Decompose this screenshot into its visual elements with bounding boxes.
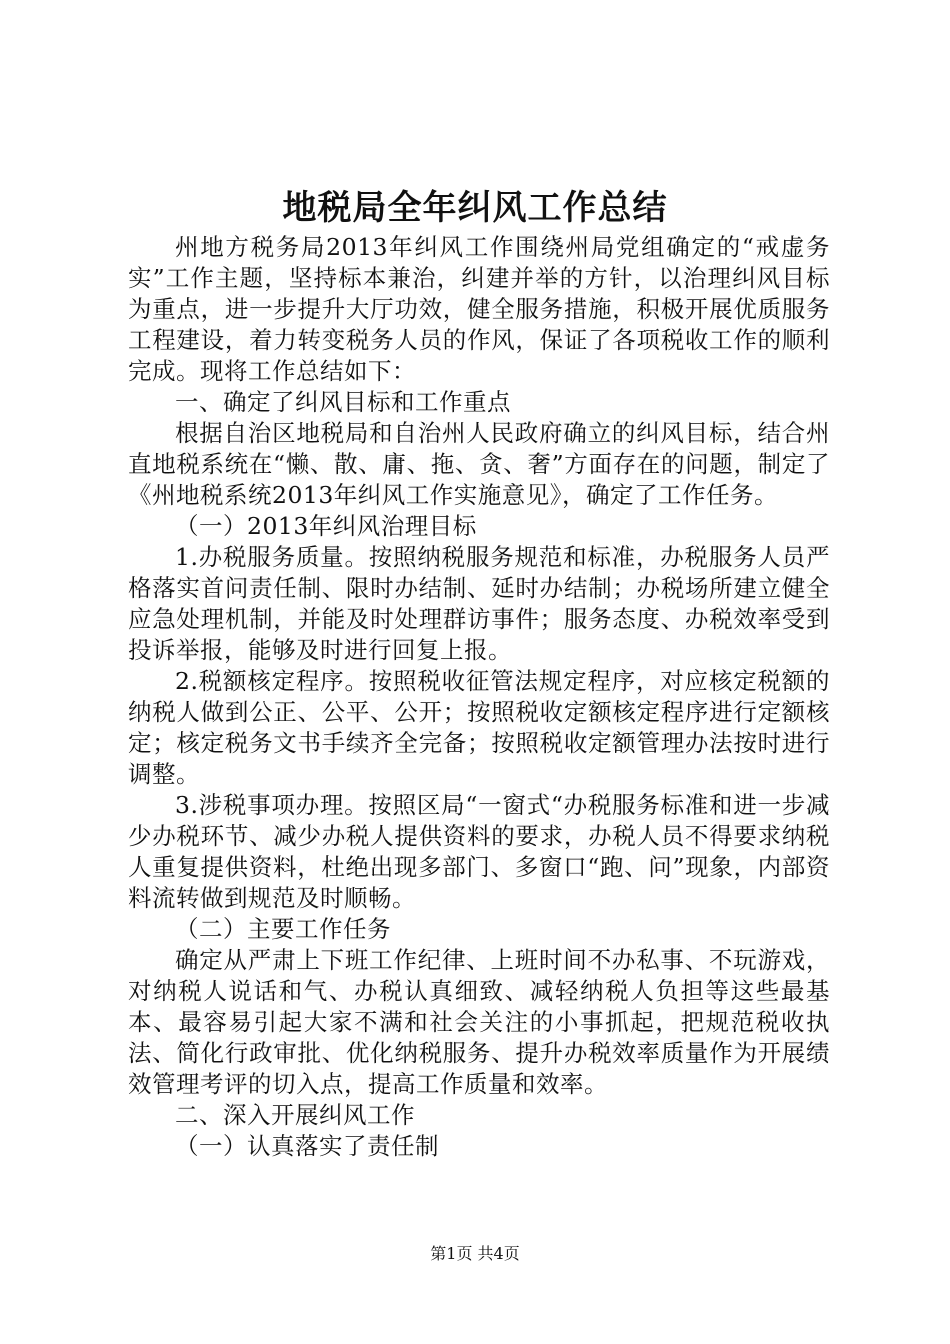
subheading-responsibility: （一）认真落实了责任制 <box>175 1132 439 1160</box>
paragraph-tasks: 确定从严肃上下班工作纪律、上班时间不办私事、不玩游戏，对纳税人说话和气、办税认真细致、减轻纳税人负担等这些最基本、最容易引起大家不满和社会关注的小事抓起，把规范税收执法、简化行政审批、优化纳税服务、提升办税效率质量作为开展绩效管理考评的切入点，提高工作质量和效率。 <box>128 946 830 1098</box>
paragraph-goal-2: 2.税额核定程序。按照税收征管法规定程序，对应核定税额的纳税人做到公正、公平、公开；按照税收定额核定程序进行定额核定；核定税务文书手续齐全完备；按照税收定额管理办法按时进行调整。 <box>128 667 830 788</box>
document-title: 地税局全年纠风工作总结 <box>282 188 668 228</box>
heading-section-1: 一、确定了纠风目标和工作重点 <box>175 388 511 416</box>
subheading-tasks: （二）主要工作任务 <box>175 915 391 943</box>
page-number-footer: 第1页 共4页 <box>430 1244 520 1263</box>
subheading-goals: （一）2013年纠风治理目标 <box>175 512 477 540</box>
paragraph-goal-1: 1.办税服务质量。按照纳税服务规范和标准，办税服务人员严格落实首问责任制、限时办结制、延时办结制；办税场所建立健全应急处理机制，并能及时处理群访事件；服务态度、办税效率受到投诉举报，能够及时进行回复上报。 <box>128 543 830 664</box>
heading-section-2: 二、深入开展纠风工作 <box>175 1101 415 1129</box>
paragraph-section-1: 根据自治区地税局和自治州人民政府确立的纠风目标，结合州直地税系统在“懒、散、庸、拖、贪、奢”方面存在的问题，制定了《州地税系统2013年纠风工作实施意见》，确定了工作任务。 <box>128 419 830 509</box>
document-body <box>128 232 830 1162</box>
paragraph-intro: 州地方税务局2013年纠风工作围绕州局党组确定的“戒虚务实”工作主题，坚持标本兼治，纠建并举的方针，以治理纠风目标为重点，进一步提升大厅功效，健全服务措施，积极开展优质服务工程建设，着力转变税务人员的作风，保证了各项税收工作的顺利完成。现将工作总结如下： <box>128 233 830 385</box>
paragraph-goal-3: 3.涉税事项办理。按照区局“一窗式“办税服务标准和进一步减少办税环节、减少办税人提供资料的要求，办税人员不得要求纳税人重复提供资料，杜绝出现多部门、多窗口“跑、问”现象，内部资料流转做到规范及时顺畅。 <box>128 791 830 912</box>
